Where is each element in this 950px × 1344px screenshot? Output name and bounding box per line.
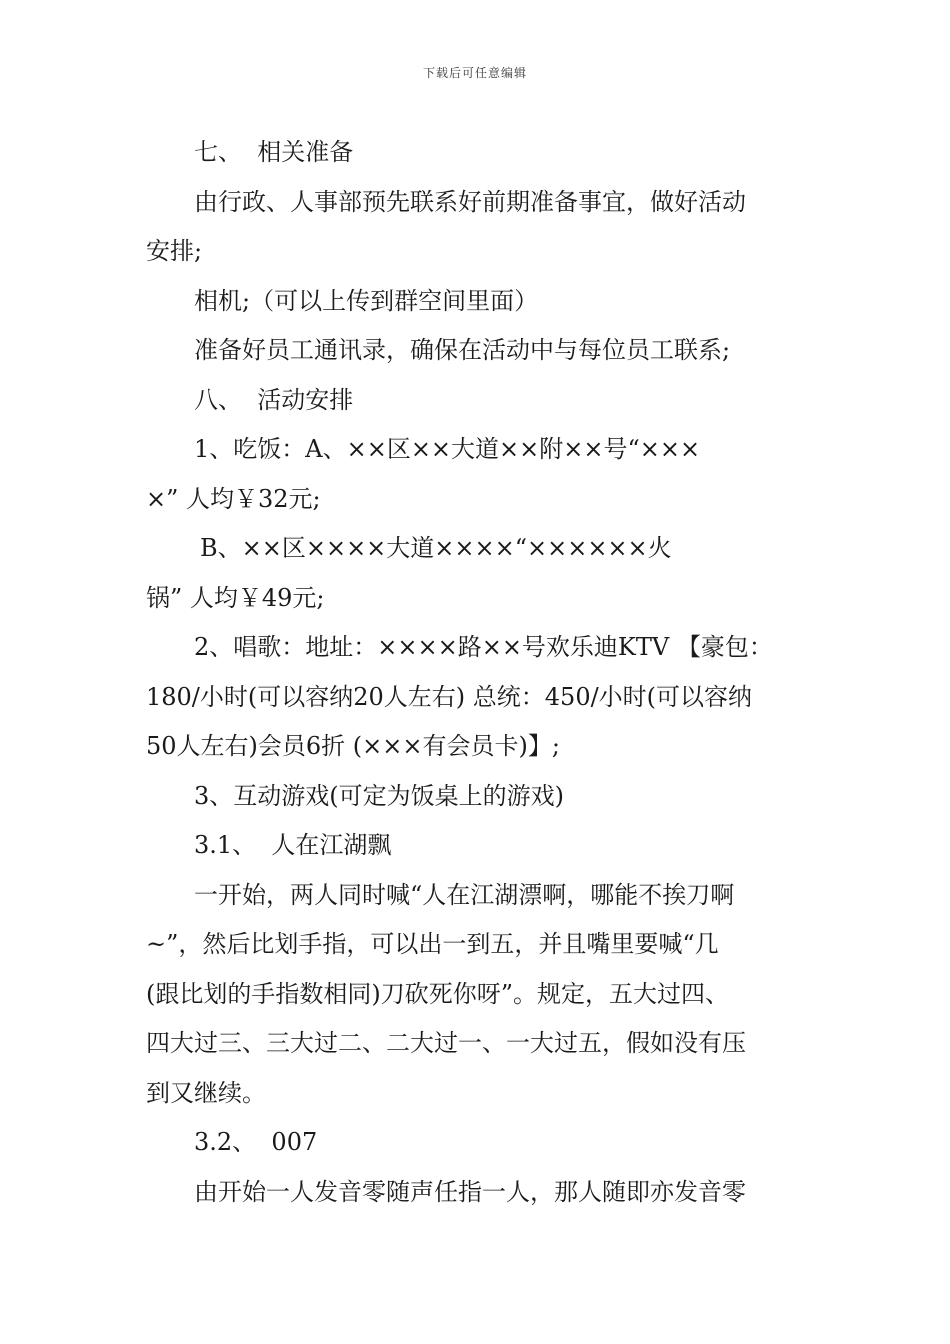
paragraph-line: 四大过三、三大过二、二大过一、一大过五，假如没有压 — [146, 1029, 746, 1057]
paragraph-line: 相机;（可以上传到群空间里面） — [194, 286, 539, 315]
paragraph-line: B、××区××××大道××××“××××××火 — [200, 534, 672, 562]
paragraph-line: 由行政、人事部预先联系好前期准备事宜，做好活动 — [194, 187, 746, 216]
paragraph-line: 锅” 人均￥49元; — [146, 583, 325, 612]
page-header: 下载后可任意编辑 — [422, 66, 527, 80]
paragraph-line: 2、唱歌：地址：××××路××号欢乐迪KTV 【豪包： — [194, 633, 773, 661]
section-heading-8: 八、 活动安排 — [194, 385, 354, 414]
paragraph-line: 到又继续。 — [146, 1078, 266, 1107]
paragraph-line: 一开始，两人同时喊“人在江湖漂啊，哪能不挨刀啊 — [194, 880, 735, 909]
paragraph-line: 1、吃饭：A、××区××大道××附××号“××× — [194, 435, 701, 463]
paragraph-line: 50人左右)会员6折 (×××有会员卡)】; — [146, 732, 560, 760]
subsection-heading: 3.1、 人在江湖飘 — [194, 831, 392, 859]
section-heading-7: 七、 相关准备 — [194, 138, 354, 166]
paragraph-line: ×” 人均￥32元; — [146, 484, 321, 513]
document-body — [146, 128, 806, 1217]
paragraph-line: 由开始一人发音零随声任指一人，那人随即亦发音零 — [194, 1177, 746, 1206]
paragraph-line: ~”，然后比划手指，可以出一到五，并且嘴里要喊“几 — [146, 930, 719, 958]
subsection-heading: 3、互动游戏(可定为饭桌上的游戏) — [194, 781, 564, 810]
paragraph-line: 安排; — [146, 237, 203, 265]
paragraph-line: (跟比划的手指数相同)刀砍死你呀”。规定，五大过四、 — [146, 979, 729, 1008]
subsection-heading: 3.2、 007 — [194, 1128, 318, 1156]
paragraph-line: 准备好员工通讯录，确保在活动中与每位员工联系; — [194, 336, 731, 364]
paragraph-line: 180/小时(可以容纳20人左右) 总统：450/小时(可以容纳 — [146, 682, 753, 711]
